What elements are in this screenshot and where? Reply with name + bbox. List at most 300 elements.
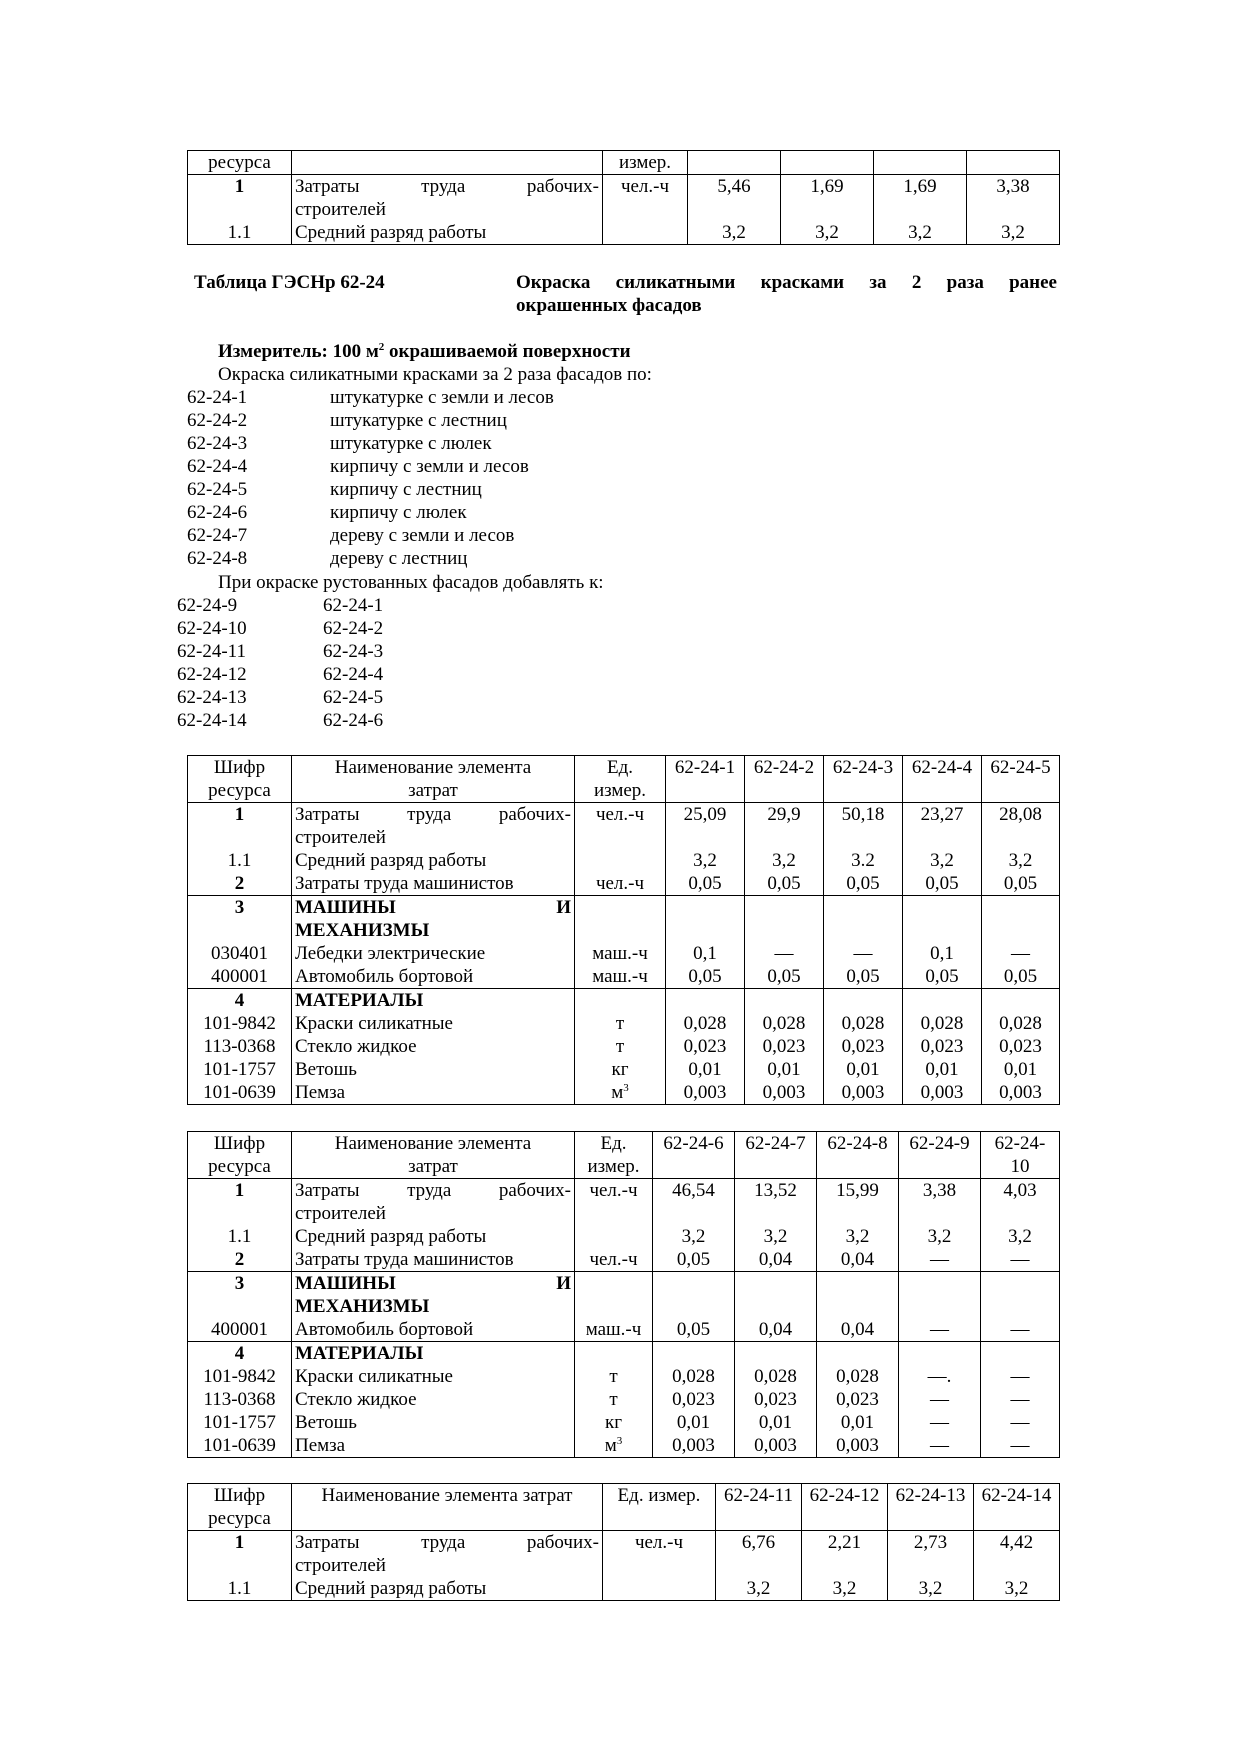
header-cell [967, 151, 1060, 175]
unit-cell: т [575, 1035, 666, 1058]
list-item-code: 62-24-9 [177, 595, 238, 616]
name-part: Затраты [295, 176, 360, 197]
title-line: окрашенных фасадов [516, 295, 702, 316]
section-row [188, 1272, 1060, 1319]
list-item-text: штукатурке с земли и лесов [330, 387, 554, 408]
empty-cell [817, 1342, 899, 1366]
name-part: труда [421, 176, 466, 197]
header-cell: 62-24-13 [888, 1484, 974, 1531]
empty-cell [575, 1342, 653, 1366]
table-row [188, 1058, 1060, 1081]
name-cell [292, 1179, 575, 1226]
value-cell: 4,42 [974, 1531, 1060, 1578]
table-row [188, 1388, 1060, 1411]
empty-cell [666, 896, 745, 943]
table-row [188, 1577, 1060, 1601]
name-part: труда [407, 804, 452, 825]
value-cell: 0,003 [653, 1434, 735, 1458]
name-part: строителей [295, 1203, 386, 1224]
value-cell: 0,05 [982, 965, 1060, 989]
value-cell: 0,023 [903, 1035, 982, 1058]
value-cell: 6,76 [716, 1531, 802, 1578]
list-item-code: 62-24-12 [177, 664, 247, 685]
name-cell: Краски силикатные [292, 1365, 575, 1388]
empty-cell [745, 896, 824, 943]
table-header-row [188, 1132, 1060, 1179]
value-cell: 3,2 [967, 221, 1060, 245]
name-cell: Затраты труда машинистов [292, 1248, 575, 1272]
value-cell: 0,01 [982, 1058, 1060, 1081]
unit-cell: т [575, 1365, 653, 1388]
section-row [188, 989, 1060, 1013]
header-text: 62-24- [994, 1133, 1046, 1154]
list-item-text: кирпичу с люлек [330, 502, 467, 523]
header-cell: 62-24-1 [666, 756, 745, 803]
value-cell: — [981, 1411, 1060, 1434]
value-cell: 3,2 [653, 1225, 735, 1248]
empty-cell [575, 989, 666, 1013]
header-cell [292, 756, 575, 803]
empty-cell [981, 1342, 1060, 1366]
header-text: Ед. [600, 1133, 627, 1154]
value-cell: 2,73 [888, 1531, 974, 1578]
value-cell: 3,2 [745, 849, 824, 872]
name-part: рабочих- [498, 804, 571, 825]
table-row [188, 1531, 1060, 1578]
name-cell: Пемза [292, 1434, 575, 1458]
value-cell: — [981, 1434, 1060, 1458]
value-cell: 0,05 [745, 872, 824, 896]
value-cell: 46,54 [653, 1179, 735, 1226]
header-text: Наименование элемента [334, 757, 532, 778]
table-id: Таблица ГЭСНр 62-24 [194, 272, 385, 293]
table-row [188, 965, 1060, 989]
intro-text: Окраска силикатными красками за 2 раза фасадов по: [218, 364, 652, 385]
code-cell: 3 [188, 896, 292, 943]
value-cell: 0,05 [824, 965, 903, 989]
code-cell: 2 [188, 1248, 292, 1272]
value-cell: — [982, 942, 1060, 965]
code-cell: 4 [188, 1342, 292, 1366]
list-item-text: 62-24-3 [323, 641, 384, 662]
value-cell: 0,028 [982, 1012, 1060, 1035]
value-cell: — [824, 942, 903, 965]
name-cell: Ветошь [292, 1058, 575, 1081]
empty-cell [575, 1272, 653, 1319]
table-row [188, 1365, 1060, 1388]
header-text: затрат [408, 1156, 458, 1177]
name-cell: Автомобиль бортовой [292, 1318, 575, 1342]
empty-cell [735, 1272, 817, 1319]
unit-sup: 3 [623, 1082, 629, 1094]
unit-cell [575, 1225, 653, 1248]
name-cell: Средний разряд работы [292, 1225, 575, 1248]
value-cell: 0,04 [735, 1318, 817, 1342]
measure-label: Измеритель: 100 м [218, 341, 379, 362]
list-item-text: кирпичу с лестниц [330, 479, 482, 500]
header-cell: 62-24-4 [903, 756, 982, 803]
name-part: строителей [295, 1555, 386, 1576]
value-cell: 25,09 [666, 803, 745, 850]
list-item-text: 62-24-5 [323, 687, 384, 708]
header-text: ресурса [208, 1156, 271, 1177]
empty-cell [824, 989, 903, 1013]
name-cell: Ветошь [292, 1411, 575, 1434]
name-cell [292, 1272, 575, 1319]
name-cell: МАТЕРИАЛЫ [292, 989, 575, 1013]
table-row [188, 1434, 1060, 1458]
header-cell [874, 151, 967, 175]
name-part: строителей [295, 199, 386, 220]
list-item-text: 62-24-4 [323, 664, 384, 685]
code-cell: 400001 [188, 1318, 292, 1342]
table-row [188, 1012, 1060, 1035]
value-cell: 0,01 [666, 1058, 745, 1081]
materials-body [188, 1365, 1060, 1458]
value-cell: 3,2 [688, 221, 781, 245]
unit-cell: т [575, 1388, 653, 1411]
header-cell: 62-24-8 [817, 1132, 899, 1179]
header-cell: Наименование элемента затрат [292, 1484, 603, 1531]
empty-cell [981, 1272, 1060, 1319]
value-cell: 0,023 [666, 1035, 745, 1058]
value-cell: 3,2 [716, 1577, 802, 1601]
table-row [188, 849, 1060, 872]
list-item-text: 62-24-6 [323, 710, 384, 731]
value-cell: 0,1 [666, 942, 745, 965]
value-cell: 0,05 [666, 965, 745, 989]
value-cell: 0,05 [653, 1318, 735, 1342]
value-cell: 0,003 [735, 1434, 817, 1458]
list-item-text: кирпичу с земли и лесов [330, 456, 529, 477]
list-item-code: 62-24-11 [177, 641, 246, 662]
code-cell: 1.1 [188, 849, 292, 872]
header-cell: ресурса [188, 151, 292, 175]
empty-cell [653, 1342, 735, 1366]
value-cell: 0,05 [824, 872, 903, 896]
value-cell: 0,003 [817, 1434, 899, 1458]
value-cell: — [981, 1318, 1060, 1342]
code-cell: 101-1757 [188, 1058, 292, 1081]
name-part: МАШИНЫ [295, 1273, 396, 1294]
value-cell: — [899, 1411, 981, 1434]
value-cell: 0,003 [982, 1081, 1060, 1105]
name-cell: Средний разряд работы [292, 1577, 603, 1601]
header-cell: 62-24-12 [802, 1484, 888, 1531]
name-cell [292, 803, 575, 850]
header-cell [981, 1132, 1060, 1179]
value-cell: 2,21 [802, 1531, 888, 1578]
code-cell: 3 [188, 1272, 292, 1319]
header-cell: Ед. измер. [603, 1484, 716, 1531]
unit-cell: чел.-ч [603, 175, 688, 222]
header-text: Ед. [606, 757, 634, 778]
value-cell: 0,05 [903, 965, 982, 989]
code-cell: 101-9842 [188, 1365, 292, 1388]
name-cell [292, 1531, 603, 1578]
empty-cell [745, 989, 824, 1013]
value-cell: — [981, 1365, 1060, 1388]
code-cell: 1.1 [188, 1225, 292, 1248]
header-cell [188, 1484, 292, 1531]
name-part: труда [407, 1180, 452, 1201]
value-cell: 0,028 [666, 1012, 745, 1035]
name-part: И [556, 1273, 571, 1294]
list-item-text: 62-24-2 [323, 618, 384, 639]
code-cell: 1.1 [188, 1577, 292, 1601]
name-cell: Затраты труда машинистов [292, 872, 575, 896]
value-cell: 0,023 [817, 1388, 899, 1411]
value-cell: 0,023 [735, 1388, 817, 1411]
unit-cell [575, 849, 666, 872]
name-part: МЕХАНИЗМЫ [295, 1296, 430, 1317]
value-cell: 0,01 [824, 1058, 903, 1081]
unit-cell: маш.-ч [575, 1318, 653, 1342]
unit-sup: 3 [616, 1435, 623, 1447]
section-row [188, 896, 1060, 943]
value-cell: 0,028 [653, 1365, 735, 1388]
list-item-code: 62-24-13 [177, 687, 247, 708]
name-cell [292, 175, 603, 222]
resource-table-1 [187, 755, 1060, 1105]
unit-cell: чел.-ч [603, 1531, 716, 1578]
empty-cell [899, 1342, 981, 1366]
header-text: Шифр [213, 1133, 266, 1154]
value-cell: 3,2 [981, 1225, 1060, 1248]
value-cell: 3,2 [974, 1577, 1060, 1601]
machines-body [188, 942, 1060, 989]
header-cell: 62-24-11 [716, 1484, 802, 1531]
unit-cell: кг [575, 1058, 666, 1081]
value-cell: 0,003 [666, 1081, 745, 1105]
table-row [188, 1035, 1060, 1058]
value-cell: — [981, 1388, 1060, 1411]
value-cell: — [899, 1388, 981, 1411]
code-cell: 030401 [188, 942, 292, 965]
empty-cell [899, 1272, 981, 1319]
name-cell: Автомобиль бортовой [292, 965, 575, 989]
value-cell: — [981, 1248, 1060, 1272]
code-cell: 4 [188, 989, 292, 1013]
name-part: МЕХАНИЗМЫ [295, 920, 430, 941]
table-row [188, 1225, 1060, 1248]
table-row [188, 151, 1060, 175]
list-item-code: 62-24-8 [187, 548, 248, 569]
value-cell: 3.2 [824, 849, 903, 872]
code-cell: 101-0639 [188, 1081, 292, 1105]
value-cell: 13,52 [735, 1179, 817, 1226]
header-text: измер. [587, 1156, 640, 1177]
value-cell: 0,023 [653, 1388, 735, 1411]
unit-text: м [604, 1435, 617, 1456]
list-item-code: 62-24-4 [187, 456, 248, 477]
header-text: затрат [408, 780, 458, 801]
intro-text-2: При окраске рустованных фасадов добавлять к: [218, 572, 604, 593]
list-item-code: 62-24-1 [187, 387, 248, 408]
value-cell: 0,028 [735, 1365, 817, 1388]
unit-cell [575, 1081, 666, 1105]
unit-cell: маш.-ч [575, 942, 666, 965]
unit-text: м [611, 1082, 624, 1103]
value-cell: 0,05 [982, 872, 1060, 896]
value-cell: 0,01 [903, 1058, 982, 1081]
header-cell [575, 756, 666, 803]
value-cell: —. [899, 1365, 981, 1388]
name-part: МАШИНЫ [295, 897, 396, 918]
header-cell: 62-24-7 [735, 1132, 817, 1179]
name-cell: Стекло жидкое [292, 1035, 575, 1058]
empty-cell [735, 1342, 817, 1366]
resource-table-2 [187, 1131, 1060, 1458]
value-cell: 5,46 [688, 175, 781, 222]
unit-cell: чел.-ч [575, 872, 666, 896]
name-part: труда [421, 1532, 466, 1553]
value-cell: 3,2 [903, 849, 982, 872]
header-text: Шифр [213, 1485, 266, 1506]
empty-cell [575, 896, 666, 943]
table-header-row [188, 1484, 1060, 1531]
list-item-text: 62-24-1 [323, 595, 384, 616]
empty-cell [653, 1272, 735, 1319]
value-cell: 23,27 [903, 803, 982, 850]
name-cell [292, 896, 575, 943]
list-item-code: 62-24-5 [187, 479, 248, 500]
value-cell: — [899, 1434, 981, 1458]
header-cell: 62-24-5 [982, 756, 1060, 803]
value-cell: 0,023 [824, 1035, 903, 1058]
header-cell: 62-24-9 [899, 1132, 981, 1179]
value-cell: 0,1 [903, 942, 982, 965]
empty-cell [824, 896, 903, 943]
header-text: Шифр [213, 757, 266, 778]
list-item-code: 62-24-10 [177, 618, 247, 639]
table-row [188, 1081, 1060, 1105]
materials-body [188, 1012, 1060, 1105]
code-cell: 1 [188, 175, 292, 222]
value-cell: 3,2 [982, 849, 1060, 872]
header-cell [188, 756, 292, 803]
list-item-text: штукатурке с люлек [330, 433, 492, 454]
header-cell [781, 151, 874, 175]
empty-cell [903, 896, 982, 943]
unit-cell: чел.-ч [575, 803, 666, 850]
code-cell: 2 [188, 872, 292, 896]
unit-cell: т [575, 1012, 666, 1035]
unit-cell [603, 221, 688, 245]
value-cell: 0,003 [903, 1081, 982, 1105]
table-row [188, 221, 1060, 245]
empty-cell [982, 989, 1060, 1013]
value-cell: 0,05 [666, 872, 745, 896]
table-row [188, 872, 1060, 896]
name-cell: Стекло жидкое [292, 1388, 575, 1411]
value-cell: 0,01 [653, 1411, 735, 1434]
header-cell [292, 151, 603, 175]
name-cell: Лебедки электрические [292, 942, 575, 965]
header-cell [575, 1132, 653, 1179]
value-cell: 1,69 [781, 175, 874, 222]
value-cell: 3,38 [899, 1179, 981, 1226]
value-cell: 0,003 [745, 1081, 824, 1105]
header-text: 10 [1010, 1156, 1030, 1177]
code-cell: 1 [188, 1531, 292, 1578]
value-cell: 3,2 [874, 221, 967, 245]
table-row [188, 1318, 1060, 1342]
name-cell: Средний разряд работы [292, 849, 575, 872]
name-part: рабочих- [526, 176, 599, 197]
section-row [188, 1342, 1060, 1366]
header-cell [688, 151, 781, 175]
name-part: Затраты [295, 804, 360, 825]
header-cell: 62-24-6 [653, 1132, 735, 1179]
value-cell: — [899, 1318, 981, 1342]
code-cell: 101-1757 [188, 1411, 292, 1434]
unit-cell: чел.-ч [575, 1248, 653, 1272]
empty-cell [903, 989, 982, 1013]
value-cell: 0,01 [745, 1058, 824, 1081]
table-row [188, 803, 1060, 850]
name-part: рабочих- [498, 1180, 571, 1201]
top-table [187, 150, 1060, 245]
value-cell: 3,2 [802, 1577, 888, 1601]
value-cell: — [899, 1248, 981, 1272]
list-item-code: 62-24-7 [187, 525, 248, 546]
unit-cell: чел.-ч [575, 1179, 653, 1226]
header-text: Наименование элемента [334, 1133, 532, 1154]
measure-rest: окрашиваемой поверхности [384, 341, 631, 362]
header-cell: измер. [603, 151, 688, 175]
table-row [188, 942, 1060, 965]
name-cell: Краски силикатные [292, 1012, 575, 1035]
code-cell: 101-9842 [188, 1012, 292, 1035]
table-header-row [188, 756, 1060, 803]
empty-cell [982, 896, 1060, 943]
machines-body [188, 1318, 1060, 1342]
value-cell: 4,03 [981, 1179, 1060, 1226]
value-cell: 0,023 [745, 1035, 824, 1058]
value-cell: 3,2 [781, 221, 874, 245]
table-row [188, 1248, 1060, 1272]
measure-sup: 2 [378, 341, 385, 353]
table-row [188, 1179, 1060, 1226]
header-cell: 62-24-14 [974, 1484, 1060, 1531]
value-cell: 0,01 [735, 1411, 817, 1434]
value-cell: 0,05 [903, 872, 982, 896]
value-cell: 0,003 [824, 1081, 903, 1105]
value-cell: 0,028 [745, 1012, 824, 1035]
table-title [516, 271, 1057, 317]
code-cell: 113-0368 [188, 1035, 292, 1058]
list-item-text: штукатурке с лестниц [330, 410, 507, 431]
empty-cell [666, 989, 745, 1013]
table-row [188, 1411, 1060, 1434]
header-cell: 62-24-2 [745, 756, 824, 803]
value-cell: 0,01 [817, 1411, 899, 1434]
header-cell [292, 1132, 575, 1179]
value-cell: 0,04 [735, 1248, 817, 1272]
list-item-code: 62-24-6 [187, 502, 248, 523]
resource-table-3 [187, 1483, 1060, 1601]
value-cell: 15,99 [817, 1179, 899, 1226]
value-cell: 0,023 [982, 1035, 1060, 1058]
list-item-text: дереву с земли и лесов [330, 525, 515, 546]
value-cell: 28,08 [982, 803, 1060, 850]
header-cell [188, 1132, 292, 1179]
header-text: ресурса [208, 1508, 271, 1529]
name-cell: МАТЕРИАЛЫ [292, 1342, 575, 1366]
name-part: Затраты [295, 1180, 360, 1201]
value-cell: 3,2 [888, 1577, 974, 1601]
